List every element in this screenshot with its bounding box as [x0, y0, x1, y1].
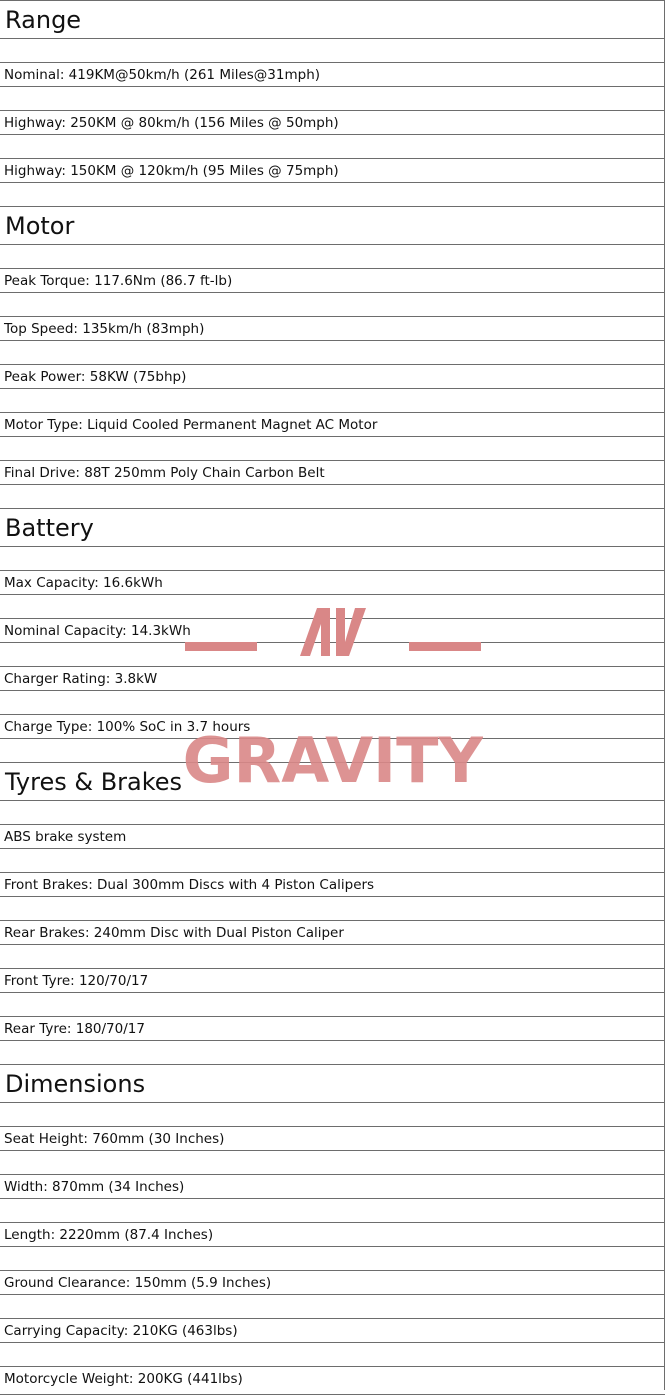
blank-row — [0, 896, 665, 920]
blank-row — [0, 1150, 665, 1174]
blank-row — [0, 738, 665, 762]
blank-row — [0, 992, 665, 1016]
spec-row — [0, 714, 665, 738]
blank-row — [0, 1342, 665, 1366]
spec-item: ABS brake system — [4, 829, 127, 845]
blank-row — [0, 944, 665, 968]
spec-row — [0, 110, 665, 134]
blank-row — [0, 38, 665, 62]
blank-row — [0, 484, 665, 508]
spec-item: Highway: 250KM @ 80km/h (156 Miles @ 50mph) — [4, 115, 339, 131]
spec-item: Rear Tyre: 180/70/17 — [4, 1021, 145, 1037]
spec-row — [0, 872, 665, 896]
spec-item: Width: 870mm (34 Inches) — [4, 1179, 185, 1195]
spec-item: Seat Height: 760mm (30 Inches) — [4, 1131, 225, 1147]
watermark-text: GRAVITY — [183, 724, 483, 786]
spec-row — [0, 920, 665, 944]
spec-item: Charge Type: 100% SoC in 3.7 hours — [4, 719, 251, 735]
blank-row — [0, 594, 665, 618]
blank-row — [0, 546, 665, 570]
section-heading: Motor — [5, 212, 75, 240]
blank-row — [0, 244, 665, 268]
spec-item: Nominal Capacity: 14.3kWh — [4, 623, 191, 639]
spec-row — [0, 1126, 665, 1150]
section-heading-row — [0, 206, 665, 244]
spec-row — [0, 364, 665, 388]
section-heading: Dimensions — [5, 1070, 146, 1098]
blank-row — [0, 1040, 665, 1064]
spec-item: Highway: 150KM @ 120km/h (95 Miles @ 75mph) — [4, 163, 339, 179]
blank-row — [0, 1294, 665, 1318]
section-heading: Tyres & Brakes — [5, 768, 183, 796]
section-heading: Battery — [5, 514, 94, 542]
blank-row — [0, 182, 665, 206]
spec-row — [0, 666, 665, 690]
spec-row — [0, 316, 665, 340]
blank-row — [0, 292, 665, 316]
blank-row — [0, 690, 665, 714]
blank-row — [0, 1246, 665, 1270]
spec-item: Front Tyre: 120/70/17 — [4, 973, 149, 989]
blank-row — [0, 800, 665, 824]
spec-item: Rear Brakes: 240mm Disc with Dual Piston Caliper — [4, 925, 344, 941]
section-heading-row — [0, 0, 665, 38]
spec-row — [0, 1366, 665, 1390]
spec-row — [0, 1318, 665, 1342]
spec-row — [0, 158, 665, 182]
blank-row — [0, 1102, 665, 1126]
spec-item: Max Capacity: 16.6kWh — [4, 575, 163, 591]
spec-row — [0, 1270, 665, 1294]
table-bottom-border — [0, 1394, 665, 1395]
spec-item: Front Brakes: Dual 300mm Discs with 4 Piston Calipers — [4, 877, 375, 893]
spec-row — [0, 1174, 665, 1198]
spec-item: Final Drive: 88T 250mm Poly Chain Carbon Belt — [4, 465, 325, 481]
spec-row — [0, 824, 665, 848]
spec-row — [0, 460, 665, 484]
blank-row — [0, 848, 665, 872]
blank-row — [0, 388, 665, 412]
spec-item: Top Speed: 135km/h (83mph) — [4, 321, 205, 337]
spec-item: Charger Rating: 3.8kW — [4, 671, 158, 687]
spec-item: Peak Power: 58KW (75bhp) — [4, 369, 187, 385]
spec-row — [0, 268, 665, 292]
blank-row — [0, 134, 665, 158]
spec-item: Nominal: 419KM@50km/h (261 Miles@31mph) — [4, 67, 321, 83]
blank-row — [0, 340, 665, 364]
spec-item: Peak Torque: 117.6Nm (86.7 ft-lb) — [4, 273, 233, 289]
section-heading: Range — [5, 6, 82, 34]
spec-item: Ground Clearance: 150mm (5.9 Inches) — [4, 1275, 272, 1291]
spec-row — [0, 412, 665, 436]
section-heading-row — [0, 1064, 665, 1102]
spec-row — [0, 570, 665, 594]
spec-item: Carrying Capacity: 210KG (463lbs) — [4, 1323, 238, 1339]
section-heading-row — [0, 762, 665, 800]
spec-item: Motor Type: Liquid Cooled Permanent Magnet AC Motor — [4, 417, 378, 433]
spec-row — [0, 62, 665, 86]
blank-row — [0, 642, 665, 666]
blank-row — [0, 1198, 665, 1222]
blank-row — [0, 86, 665, 110]
spec-item: Motorcycle Weight: 200KG (441lbs) — [4, 1371, 243, 1387]
spec-row — [0, 1222, 665, 1246]
spec-item: Length: 2220mm (87.4 Inches) — [4, 1227, 214, 1243]
blank-row — [0, 436, 665, 460]
section-heading-row — [0, 508, 665, 546]
spec-row — [0, 1016, 665, 1040]
spec-row — [0, 618, 665, 642]
spec-row — [0, 968, 665, 992]
